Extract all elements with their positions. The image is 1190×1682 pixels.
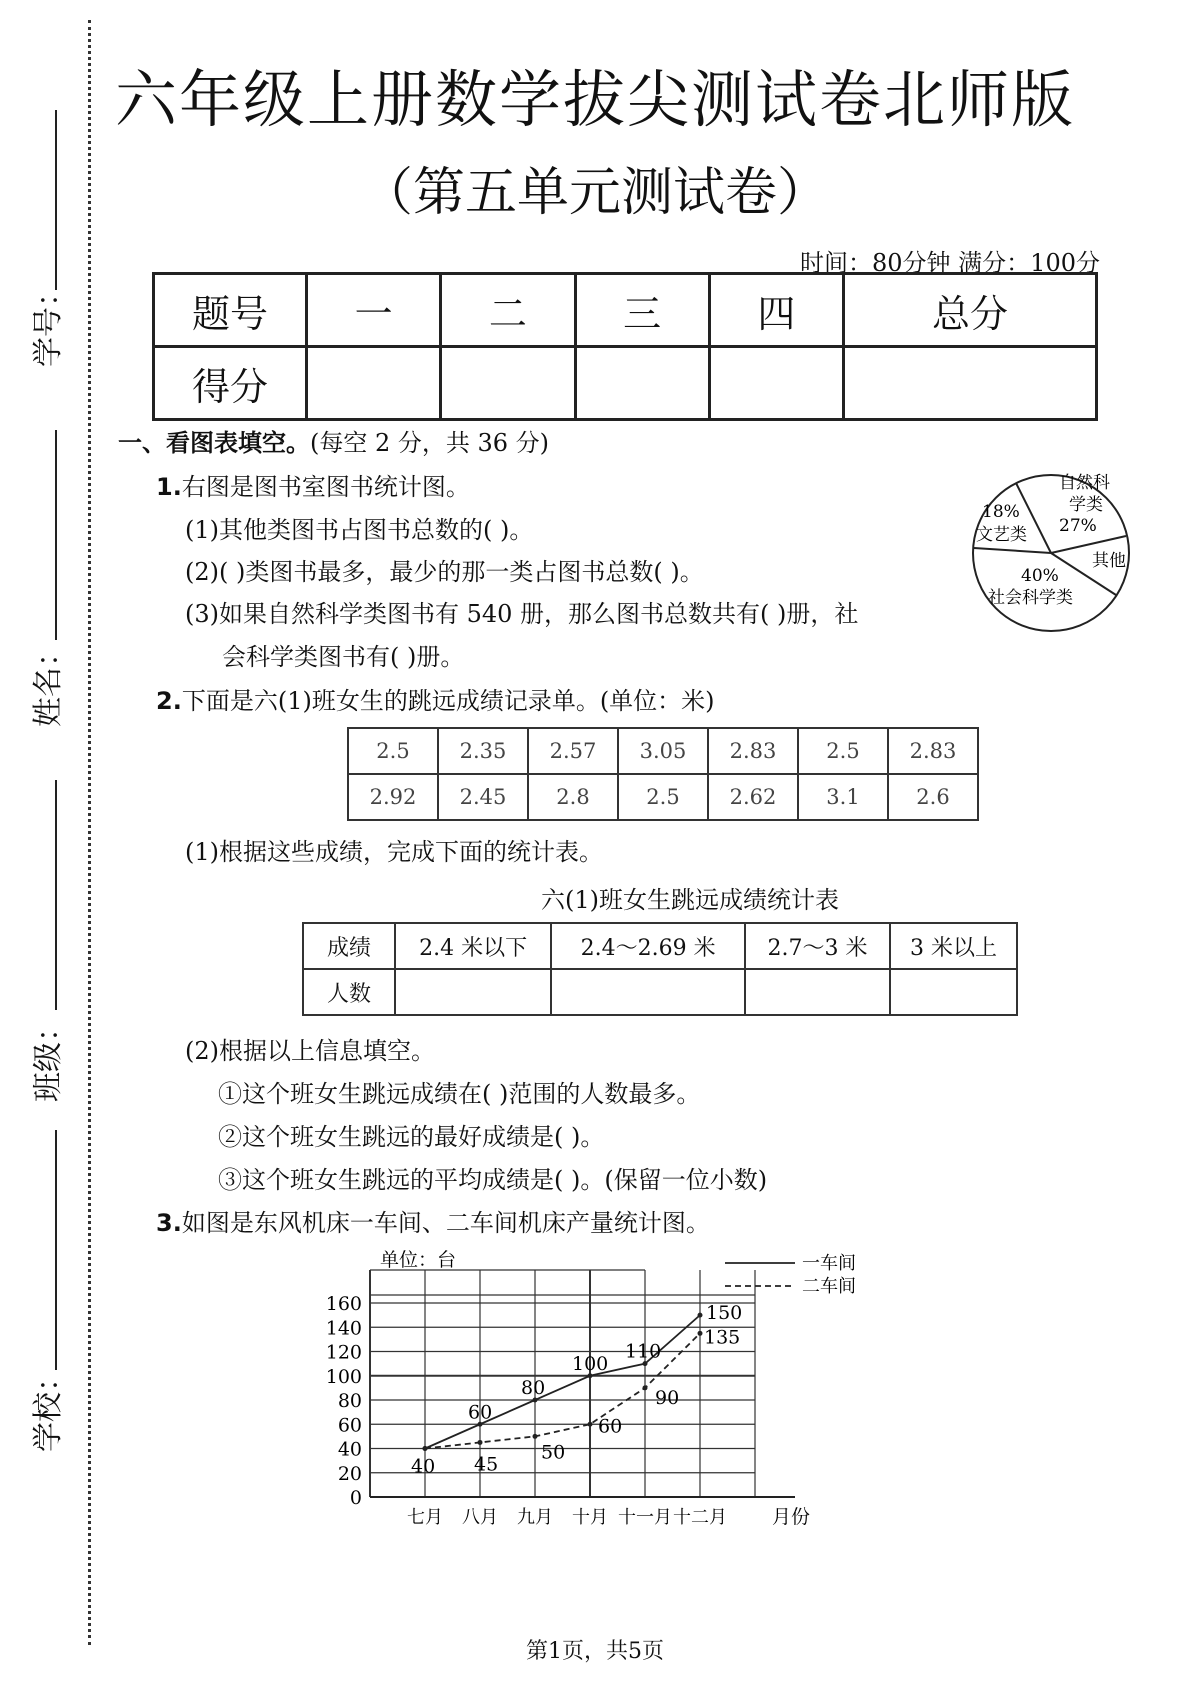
page-subtitle: （第五单元测试卷） bbox=[360, 163, 829, 223]
pie-label-social: 社会科学类 bbox=[988, 588, 1073, 608]
data-point bbox=[698, 1331, 703, 1336]
table-row bbox=[348, 728, 978, 774]
chart-unit-label: 单位：台 bbox=[380, 1249, 457, 1271]
stat-header-cell: 2.4 米以下 bbox=[395, 923, 551, 969]
table-cell: 2.6 bbox=[888, 774, 978, 820]
chart-legend bbox=[725, 1253, 856, 1297]
exam-meta: 时间：80分钟 满分：100分 bbox=[800, 249, 1100, 277]
x-tick-label: 十二月 bbox=[673, 1507, 727, 1528]
q3-number: 3. bbox=[156, 1209, 182, 1237]
y-tick-label: 160 bbox=[325, 1293, 362, 1315]
table-cell: 3.1 bbox=[798, 774, 888, 820]
score-header-cell: 总分 bbox=[844, 274, 1097, 347]
q1-stem bbox=[156, 467, 470, 502]
q2-part2: (2)根据以上信息填空。 bbox=[185, 1037, 435, 1065]
data-label: 100 bbox=[572, 1352, 609, 1375]
data-label: 80 bbox=[521, 1377, 546, 1399]
table-row bbox=[348, 774, 978, 820]
data-label: 45 bbox=[474, 1453, 499, 1476]
chart-x-axis-label: 月份 bbox=[772, 1506, 811, 1528]
y-tick-label: 60 bbox=[337, 1414, 362, 1437]
student-id-label: 学号： bbox=[31, 277, 66, 367]
q2-stem bbox=[156, 681, 715, 716]
table-row bbox=[303, 969, 1017, 1015]
score-blank-cell[interactable] bbox=[575, 347, 709, 420]
data-point bbox=[533, 1434, 538, 1439]
name-label: 姓名： bbox=[31, 637, 66, 727]
score-row-label: 得分 bbox=[154, 347, 307, 420]
table-cell: 2.83 bbox=[888, 728, 978, 774]
legend-label: 二车间 bbox=[802, 1276, 856, 1297]
table-cell: 2.35 bbox=[438, 728, 528, 774]
score-value-row bbox=[154, 347, 1097, 420]
pie-label-other: 其他 bbox=[1092, 551, 1126, 571]
series-line-0 bbox=[425, 1315, 700, 1448]
table-cell: 3.05 bbox=[618, 728, 708, 774]
table-cell: 2.5 bbox=[618, 774, 708, 820]
q2-sub3: ③这个班女生跳远的平均成绩是( )。(保留一位小数) bbox=[218, 1166, 768, 1194]
q1-number: 1. bbox=[156, 473, 182, 501]
q3-stem bbox=[156, 1203, 710, 1238]
score-header-cell: 二 bbox=[441, 274, 575, 347]
data-label: 150 bbox=[706, 1302, 743, 1325]
data-label: 135 bbox=[704, 1326, 741, 1349]
jump-stat-table bbox=[302, 922, 1018, 1016]
score-header-cell: 三 bbox=[575, 274, 709, 347]
chart-y-ticks bbox=[326, 1293, 362, 1509]
data-label: 40 bbox=[411, 1455, 436, 1478]
data-label: 60 bbox=[598, 1415, 623, 1438]
q1-part1: (1)其他类图书占图书总数的( )。 bbox=[185, 516, 534, 544]
school-label: 学校： bbox=[31, 1362, 66, 1452]
pie-label-art-pct: 18% bbox=[982, 502, 1020, 522]
section-heading-title: 一、看图表填空。 bbox=[118, 429, 310, 457]
data-point bbox=[643, 1385, 648, 1390]
school-line bbox=[55, 1130, 57, 1370]
pie-label-natural-1: 自然科 bbox=[1059, 473, 1110, 493]
table-cell: 2.5 bbox=[798, 728, 888, 774]
y-tick-label: 40 bbox=[337, 1438, 362, 1461]
x-tick-label: 九月 bbox=[517, 1507, 553, 1528]
page-title: 六年级上册数学拔尖测试卷北师版 bbox=[114, 63, 1075, 136]
q3-stem-text: 如图是东风机床一车间、二车间机床产量统计图。 bbox=[181, 1209, 710, 1237]
score-blank-cell[interactable] bbox=[307, 347, 441, 420]
data-point bbox=[698, 1313, 703, 1318]
stat-blank-cell[interactable] bbox=[890, 969, 1017, 1015]
stat-row-label: 人数 bbox=[303, 969, 395, 1015]
y-tick-label: 20 bbox=[337, 1462, 362, 1485]
stat-header-cell: 成绩 bbox=[303, 923, 395, 969]
data-point bbox=[478, 1440, 483, 1445]
q1-part3b: 会科学类图书有( )册。 bbox=[222, 643, 465, 671]
data-point bbox=[588, 1422, 593, 1427]
pie-divider bbox=[974, 548, 1051, 553]
stat-blank-cell[interactable] bbox=[745, 969, 890, 1015]
q2-stem-text: 下面是六(1)班女生的跳远成绩记录单。(单位：米) bbox=[181, 687, 715, 715]
score-header-cell: 一 bbox=[307, 274, 441, 347]
section-heading bbox=[118, 423, 549, 458]
data-label: 90 bbox=[655, 1386, 680, 1409]
y-tick-label: 80 bbox=[337, 1390, 362, 1412]
q1-part3a: (3)如果自然科学类图书有 540 册，那么图书总数共有( )册，社 bbox=[185, 600, 859, 628]
score-blank-cell[interactable] bbox=[441, 347, 575, 420]
table-cell: 2.5 bbox=[348, 728, 438, 774]
pie-label-natural-pct: 27% bbox=[1059, 516, 1097, 536]
score-header-row bbox=[154, 274, 1097, 347]
section-heading-note: (每空 2 分，共 36 分) bbox=[310, 429, 550, 457]
table-cell: 2.83 bbox=[708, 728, 798, 774]
table-cell: 2.62 bbox=[708, 774, 798, 820]
table-cell: 2.92 bbox=[348, 774, 438, 820]
q2-part1: (1)根据这些成绩，完成下面的统计表。 bbox=[185, 838, 603, 866]
name-line bbox=[55, 430, 57, 640]
x-tick-label: 十月 bbox=[572, 1507, 608, 1528]
q1-part2: (2)( )类图书最多，最少的那一类占图书总数( )。 bbox=[185, 558, 704, 586]
q1-stem-text: 右图是图书室图书统计图。 bbox=[181, 473, 470, 501]
table-cell: 2.8 bbox=[528, 774, 618, 820]
data-label: 60 bbox=[468, 1401, 493, 1424]
line-chart bbox=[320, 1240, 960, 1530]
score-blank-cell[interactable] bbox=[709, 347, 843, 420]
x-tick-label: 八月 bbox=[462, 1507, 498, 1528]
pie-label-art: 文艺类 bbox=[976, 525, 1027, 545]
score-table bbox=[152, 272, 1098, 421]
stat-header-cell: 3 米以上 bbox=[890, 923, 1017, 969]
stat-blank-cell[interactable] bbox=[551, 969, 745, 1015]
stat-table-title: 六(1)班女生跳远成绩统计表 bbox=[541, 886, 839, 914]
class-label: 班级： bbox=[31, 1012, 66, 1102]
x-tick-label: 七月 bbox=[407, 1507, 443, 1528]
q2-number: 2. bbox=[156, 687, 182, 715]
pie-label-natural-2: 学类 bbox=[1069, 495, 1103, 515]
x-tick-label: 十一月 bbox=[618, 1507, 672, 1528]
data-label: 110 bbox=[625, 1340, 662, 1363]
y-tick-label: 0 bbox=[349, 1487, 362, 1509]
data-label: 50 bbox=[541, 1441, 566, 1464]
score-header-cell: 四 bbox=[709, 274, 843, 347]
table-row bbox=[303, 923, 1017, 969]
chart-series bbox=[411, 1302, 742, 1477]
score-header-cell: 题号 bbox=[154, 274, 307, 347]
q2-sub1: ①这个班女生跳远成绩在( )范围的人数最多。 bbox=[218, 1080, 701, 1108]
y-tick-label: 140 bbox=[325, 1317, 362, 1340]
y-tick-label: 100 bbox=[325, 1365, 362, 1388]
data-point bbox=[423, 1446, 428, 1451]
stat-header-cell: 2.4～2.69 米 bbox=[551, 923, 745, 969]
stat-blank-cell[interactable] bbox=[395, 969, 551, 1015]
page-footer: 第1页，共5页 bbox=[526, 1639, 664, 1664]
binding-dotted-line bbox=[88, 20, 91, 1645]
y-tick-label: 120 bbox=[325, 1341, 362, 1364]
table-cell: 2.57 bbox=[528, 728, 618, 774]
q2-sub2: ②这个班女生跳远的最好成绩是( )。 bbox=[218, 1123, 605, 1151]
pie-label-social-pct: 40% bbox=[1021, 566, 1059, 586]
pie-chart bbox=[966, 468, 1136, 638]
jump-record-table bbox=[347, 727, 979, 821]
table-cell: 2.45 bbox=[438, 774, 528, 820]
score-blank-cell[interactable] bbox=[844, 347, 1097, 420]
legend-label: 一车间 bbox=[802, 1253, 856, 1274]
stat-header-cell: 2.7～3 米 bbox=[745, 923, 890, 969]
chart-x-ticks bbox=[407, 1507, 727, 1528]
